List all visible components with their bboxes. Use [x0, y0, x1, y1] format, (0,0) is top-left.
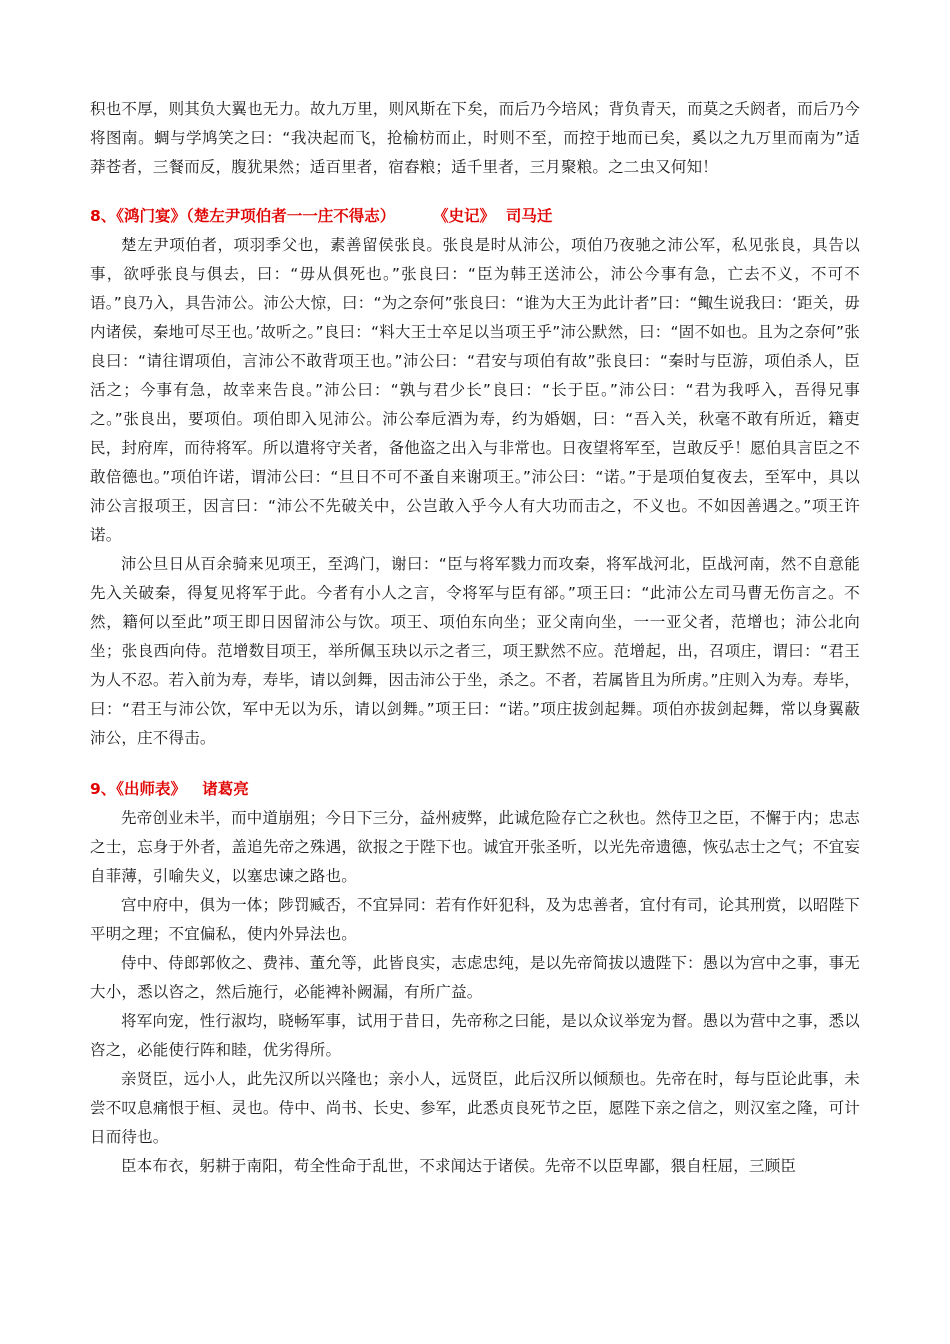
- section-9-paragraph-5: 亲贤臣，远小人，此先汉所以兴隆也；亲小人，远贤臣，此后汉所以倾颓也。先帝在时，每与臣论此事，未尝不叹息痛恨于桓、灵也。侍中、尚书、长史、参军，此悉贞良死节之臣，愿陛下亲之信之，则汉室之隆，可计日而待也。: [90, 1070, 860, 1146]
- section-9-heading: 9、《出师表》 诸葛亮: [90, 780, 249, 798]
- section-8-paragraph-2: 沛公旦日从百余骑来见项王，至鸿门，谢曰：“臣与将军戮力而攻秦，将军战河北，臣战河南，然不自意能先入关破秦，得复见将军于此。今者有小人之言，令将军与臣有郤。”项王曰：“此沛公左司马曹无伤言之。不然，籍何以至此”项王即日因留沛公与饮。项王、项伯东向坐；亚父南向坐，一一亚父者，范增也；沛公北向坐；张良西向侍。范增数目项王，举所佩玉玦以示之者三，项王默然不应。范增起，出，召项庄，谓曰：“君王为人不忍。若入前为寿，寿毕，请以剑舞，因击沛公于坐，杀之。不者，若属皆且为所虏。”庄则入为寿。寿毕，曰：“君王与沛公饮，军中无以为乐，请以剑舞。”项王曰：“诺。”项庄拔剑起舞。项伯亦拔剑起舞，常以身翼蔽沛公，庄不得击。: [90, 555, 860, 747]
- document-page: [90, 95, 860, 1181]
- section-9-paragraph-4: 将军向宠，性行淑均，晓畅军事，试用于昔日，先帝称之曰能，是以众议举宠为督。愚以为营中之事，悉以咨之，必能使行阵和睦，优劣得所。: [90, 1012, 860, 1059]
- section-9-paragraph-6: 臣本布衣，躬耕于南阳，苟全性命于乱世，不求闻达于诸侯。先帝不以臣卑鄙，猥自枉屈，三顾臣: [121, 1157, 797, 1175]
- section-8-paragraph-1: 楚左尹项伯者，项羽季父也，素善留侯张良。张良是时从沛公，项伯乃夜驰之沛公军，私见张良，具告以事，欲呼张良与俱去，曰：“毋从俱死也。”张良曰：“臣为韩王送沛公，沛公今事有急，亡去不义，不可不语。”良乃入，具告沛公。沛公大惊，曰：“为之奈何”张良曰：“谁为大王为此计者”曰：“鲰生说我曰：‘距关，毋内诸侯，秦地可尽王也。’故听之。”良曰：“料大王士卒足以当项王乎”沛公默然，曰：“固不如也。且为之奈何”张良曰：“请往谓项伯，言沛公不敢背项王也。”沛公曰：“君安与项伯有故”张良曰：“秦时与臣游，项伯杀人，臣活之；今事有急，故幸来告良。”沛公曰：“孰与君少长”良曰：“长于臣。”沛公曰：“君为我呼入，吾得兄事之。”张良出，要项伯。项伯即入见沛公。沛公奉卮酒为寿，约为婚姻，曰：“吾入关，秋毫不敢有所近，籍吏民，封府库，而待将军。所以遣将守关者，备他盗之出入与非常也。日夜望将军至，岂敢反乎！愿伯具言臣之不敢倍德也。”项伯许诺，谓沛公曰：“旦日不可不蚤自来谢项王。”沛公曰：“诺。”于是项伯复夜去，至军中，具以沛公言报项王，因言曰：“沛公不先破关中，公岂敢入乎今人有大功而击之，不义也。不如因善遇之。”项王许诺。: [90, 236, 860, 544]
- section-9-paragraph-1: 先帝创业未半，而中道崩殂；今日下三分，益州疲弊，此诚危险存亡之秋也。然侍卫之臣，不懈于内；忠志之士，忘身于外者，盖追先帝之殊遇，欲报之于陛下也。诚宜开张圣听，以光先帝遗德，恢弘志士之气；不宜妄自菲薄，引喻失义，以塞忠谏之路也。: [90, 809, 860, 885]
- section-9-paragraph-2: 宫中府中，俱为一体；陟罚臧否，不宜异同：若有作奸犯科，及为忠善者，宜付有司，论其刑赏，以昭陛下平明之理；不宜偏私，使内外异法也。: [90, 896, 860, 943]
- section-9-paragraph-3: 侍中、侍郎郭攸之、费祎、董允等，此皆良实，志虑忠纯，是以先帝简拔以遗陛下：愚以为宫中之事，事无大小，悉以咨之，然后施行，必能裨补阙漏，有所广益。: [90, 954, 860, 1001]
- section-8-heading: 8、《鸿门宴》（楚左尹项伯者一一庄不得志） 《史记》 司马迁: [90, 207, 553, 225]
- intro-paragraph: 积也不厚，则其负大翼也无力。故九万里，则风斯在下矣，而后乃今培风；背负青天，而莫之夭阏者，而后乃今将图南。蜩与学鸠笑之曰：“我决起而飞，抢榆枋而止，时则不至，而控于地而已矣，奚以之九万里而南为”适莽苍者，三餐而反，腹犹果然；适百里者，宿舂粮；适千里者，三月聚粮。之二虫又何知！: [90, 100, 860, 176]
